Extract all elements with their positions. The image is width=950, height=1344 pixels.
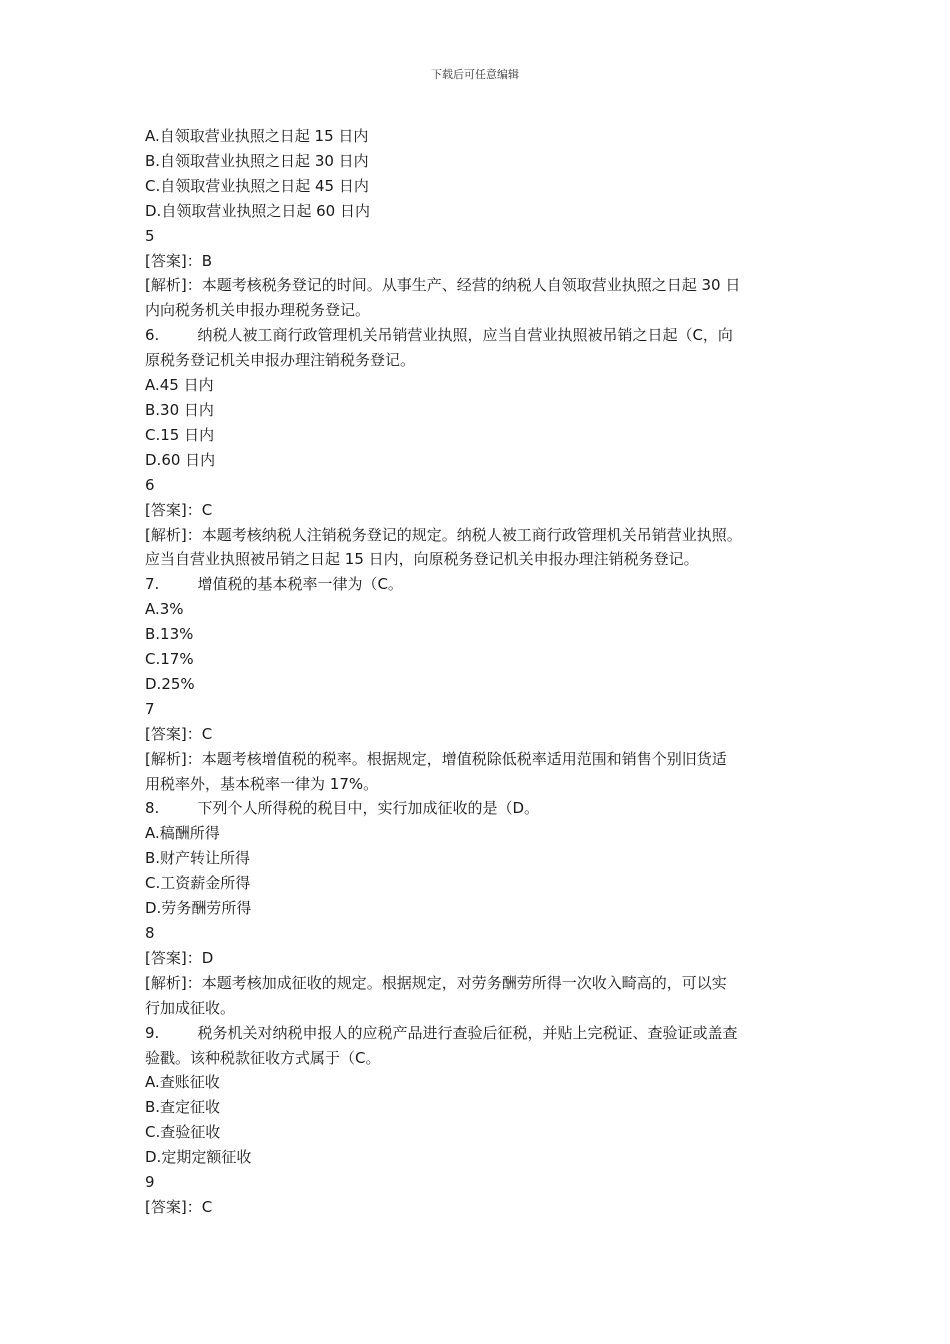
question-number: 7	[145, 699, 155, 718]
option-line: C.15 日内	[145, 425, 215, 444]
option-line: B.自领取营业执照之日起 30 日内	[145, 151, 369, 170]
option-line: C.17%	[145, 650, 194, 669]
option-line: D.劳务酬劳所得	[145, 899, 252, 918]
option-line: D.定期定额征收	[145, 1148, 252, 1167]
explanation-line: [解析]：本题考核加成征收的规定。根据规定，对劳务酬劳所得一次收入畸高的，可以实	[145, 973, 727, 992]
explanation-line: [解析]：本题考核税务登记的时间。从事生产、经营的纳税人自领取营业执照之日起 30 日	[145, 276, 741, 295]
option-line: B.13%	[145, 625, 194, 644]
option-line: D.25%	[145, 674, 195, 693]
explanation-line: 内向税务机关申报办理税务登记。	[145, 301, 371, 320]
option-line: A.45 日内	[145, 376, 214, 395]
question-number: 6	[145, 475, 155, 494]
option-line: B.查定征收	[145, 1098, 221, 1117]
answer-line: [答案]：D	[145, 948, 214, 967]
option-line: C.工资薪金所得	[145, 874, 251, 893]
explanation-line: 应当自营业执照被吊销之日起 15 日内，向原税务登记机关申报办理注销税务登记。	[145, 550, 699, 569]
question-number: 9	[145, 1173, 155, 1192]
question-number: 8	[145, 924, 155, 942]
page-header: 下载后可任意编辑	[431, 68, 519, 81]
question-line: 9. 税务机关对纳税申报人的应税产品进行查验后征税，并贴上完税证、查验证或盖查	[145, 1023, 738, 1042]
option-line: B.30 日内	[145, 400, 214, 419]
document-body	[145, 124, 820, 1220]
question-line: 8. 下列个人所得税的税目中，实行加成征收的是（D。	[145, 799, 540, 818]
option-line: D.60 日内	[145, 450, 216, 469]
option-line: A.稿酬所得	[145, 824, 220, 843]
question-line: 7. 增值税的基本税率一律为（C。	[145, 575, 403, 594]
option-line: C.自领取营业执照之日起 45 日内	[145, 176, 369, 195]
explanation-line: [解析]：本题考核增值税的税率。根据规定，增值税除低税率适用范围和销售个别旧货适	[145, 749, 727, 768]
explanation-line: [解析]：本题考核纳税人注销税务登记的规定。纳税人被工商行政管理机关吊销营业执照。	[145, 525, 742, 544]
option-line: A.查账征收	[145, 1073, 220, 1092]
option-line: A.自领取营业执照之日起 15 日内	[145, 127, 369, 145]
answer-line: [答案]：C	[145, 500, 213, 519]
question-line: 验戳。该种税款征收方式属于（C。	[145, 1048, 381, 1067]
answer-line: [答案]：C	[145, 724, 213, 743]
option-line: B.财产转让所得	[145, 849, 251, 868]
option-line: D.自领取营业执照之日起 60 日内	[145, 201, 370, 220]
question-number: 5	[145, 226, 155, 245]
question-line: 原税务登记机关申报办理注销税务登记。	[145, 351, 416, 370]
question-line: 6. 纳税人被工商行政管理机关吊销营业执照，应当自营业执照被吊销之日起（C，向	[145, 326, 733, 345]
option-line: A.3%	[145, 600, 184, 619]
option-line: C.查验征收	[145, 1123, 221, 1142]
answer-line: [答案]：C	[145, 1197, 213, 1216]
explanation-line: 用税率外，基本税率一律为 17%。	[145, 774, 379, 793]
explanation-line: 行加成征收。	[145, 998, 236, 1017]
answer-line: [答案]：B	[145, 251, 212, 270]
